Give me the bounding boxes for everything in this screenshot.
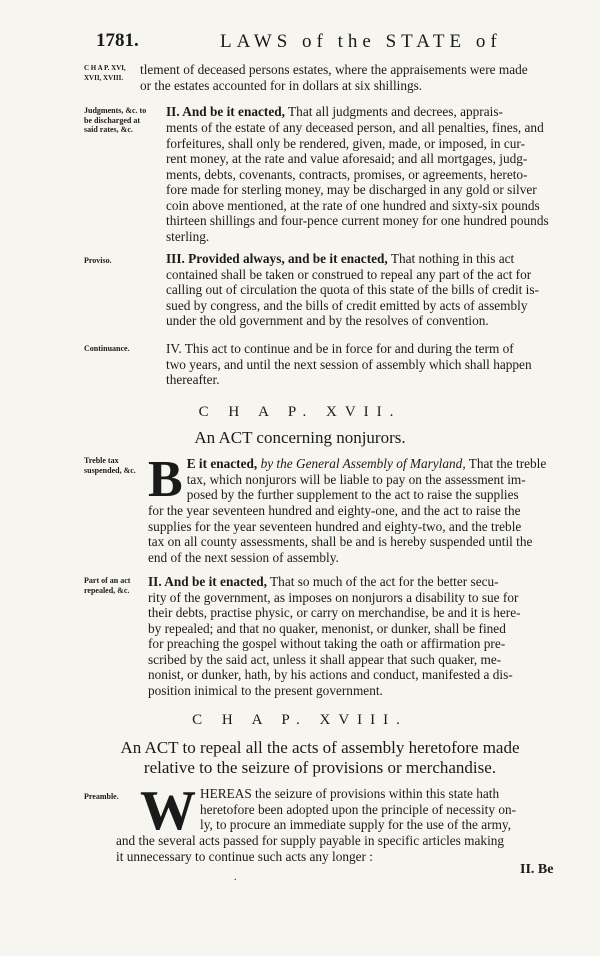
text-line: That the treble — [468, 456, 547, 471]
text-line: coin above mentioned, at the rate of one hundred and sixty-six pounds — [166, 197, 540, 213]
act-title-line-2: relative to the seizure of provisions or merchandise. — [143, 758, 497, 777]
text-line: That nothing in this act — [390, 251, 515, 266]
print-mark: . — [234, 872, 237, 883]
enacting-clause: by the General Assembly of Maryland, — [260, 456, 466, 471]
text-line: thirteen shillings and four-pence current money for one hundred pounds — [166, 213, 549, 228]
text-line: end of the next session of assembly. — [148, 549, 339, 565]
act-title-line-1: An ACT to repeal all the acts of assembly heretofore made — [120, 738, 520, 757]
text-line: under the old government and by the resolves of convention. — [166, 313, 489, 328]
running-header — [96, 30, 576, 58]
section-2 — [166, 104, 576, 120]
text-line: tax, which nonjurors will be liable to pay on the assessment im- — [186, 471, 526, 487]
text-line: fore made for sterling money, may be discharged in any gold or silver — [166, 182, 537, 197]
text-line: tax on all county assessments, shall be and is hereby suspended until the — [148, 534, 533, 549]
text-line: for the year seventeen hundred and eighty-one, and the act to raise the — [148, 503, 521, 518]
text-line: sued by congress, and the bills of credit emitted by acts of assembly — [166, 297, 528, 313]
text-line: ly, to procure an immediate supply for the use of the army, — [200, 817, 512, 832]
chap17-section-2 — [148, 574, 576, 698]
margin-note-proviso: Proviso. — [84, 256, 112, 265]
text-line: ments of the estate of any deceased person, and all penalties, fines, and — [166, 120, 544, 135]
text-line: tlement of deceased persons estates, where the appraisements were made — [140, 62, 528, 77]
section-lead: II. And be it enacted, — [148, 574, 267, 589]
text-line: and the several acts passed for supply payable in specific articles making — [116, 833, 505, 848]
section-lead: III. Provided always, and be it enacted, — [166, 251, 388, 266]
text-line: That so much of the act for the better secu- — [270, 574, 499, 589]
text-line: HEREAS the seizure of provisions within this state hath — [200, 786, 500, 801]
text-line: it unnecessary to continue such acts any longer : — [116, 848, 373, 864]
section-2-body — [166, 120, 576, 244]
margin-note-treble-tax: Treble tax suspended, &c. — [84, 456, 136, 475]
chapter-heading: C H A P. XVII. — [198, 404, 402, 420]
text-line: scribed by the said act, unless it shall appear that such quaker, me- — [148, 651, 502, 667]
margin-note-preamble: Preamble. — [84, 792, 119, 801]
text-line: ments, debts, covenants, contracts, promises, or agreements, hereto- — [166, 166, 528, 182]
text-line: rity of the government, as imposes on nonjurors a disability to sue for — [148, 589, 519, 605]
section-3 — [166, 251, 576, 329]
text-line: by repealed; and that no quaker, menonist, or dunker, shall be fined — [148, 620, 506, 636]
margin-chap-ref: C H A P. XVI, XVII, XVIII. — [84, 64, 126, 82]
continuation-text — [140, 62, 576, 93]
margin-note-judgments: Judgments, &c. to be discharged at said rates, &c. — [84, 106, 147, 134]
text-line: two years, and until the next session of assembly which shall happen — [166, 356, 532, 372]
catchword: II. Be — [520, 862, 554, 877]
margin-note-part-repealed: Part of an act repealed, &c. — [84, 576, 131, 595]
chap17-section-1 — [148, 451, 576, 508]
section-lead: II. And be it enacted, — [166, 104, 285, 119]
text-line: forfeitures, shall only be rendered, given, made, or imposed, in cur- — [166, 135, 526, 151]
text-line: That all judgments and decrees, apprais- — [288, 104, 503, 119]
text-line: calling out of circulation the quota of this state of the bills of credit is- — [166, 282, 539, 297]
drop-cap: W — [140, 780, 196, 842]
header-title: LAWS of the STATE of — [220, 31, 502, 52]
text-line: heretofore been adopted upon the principle of necessity on- — [200, 801, 517, 817]
text-line: posed by the further supplement to the act to raise the supplies — [186, 487, 519, 502]
text-line: nonist, or dunker, hath, by his actions and conduct, manifested a dis- — [148, 667, 513, 682]
drop-cap: B — [148, 451, 183, 508]
text-line: rent money, at the rate and value aforesaid; and all mortgages, judg- — [166, 151, 528, 166]
text-line: their debts, practise physic, or carry on merchandise, be and it is here- — [148, 605, 521, 620]
section-4 — [166, 341, 576, 388]
chap18-preamble-body — [116, 833, 576, 864]
text-line: supplies for the year seventeen hundred and eighty-two, and the treble — [148, 518, 522, 534]
text-line: IV. This act to continue and be in force for and during the term of — [166, 341, 514, 356]
text-line: sterling. — [166, 228, 210, 244]
section-lead: E it enacted, — [186, 456, 258, 471]
text-line: contained shall be taken or construed to repeal any part of the act for — [166, 266, 532, 282]
act-title: An ACT concerning nonjurors. — [194, 428, 406, 447]
text-line: or the estates accounted for in dollars at six shillings. — [140, 77, 423, 93]
margin-note-continuance: Continuance. — [84, 344, 130, 353]
header-year: 1781. — [96, 30, 139, 51]
text-line: thereafter. — [166, 372, 220, 387]
text-line: for preaching the gospel without taking the oath or affirmation pre- — [148, 636, 506, 651]
chapter-heading: C H A P. XVIII. — [192, 712, 408, 728]
chap17-section-1-body — [148, 503, 576, 565]
text-line: position inimical to the present government. — [148, 682, 383, 698]
